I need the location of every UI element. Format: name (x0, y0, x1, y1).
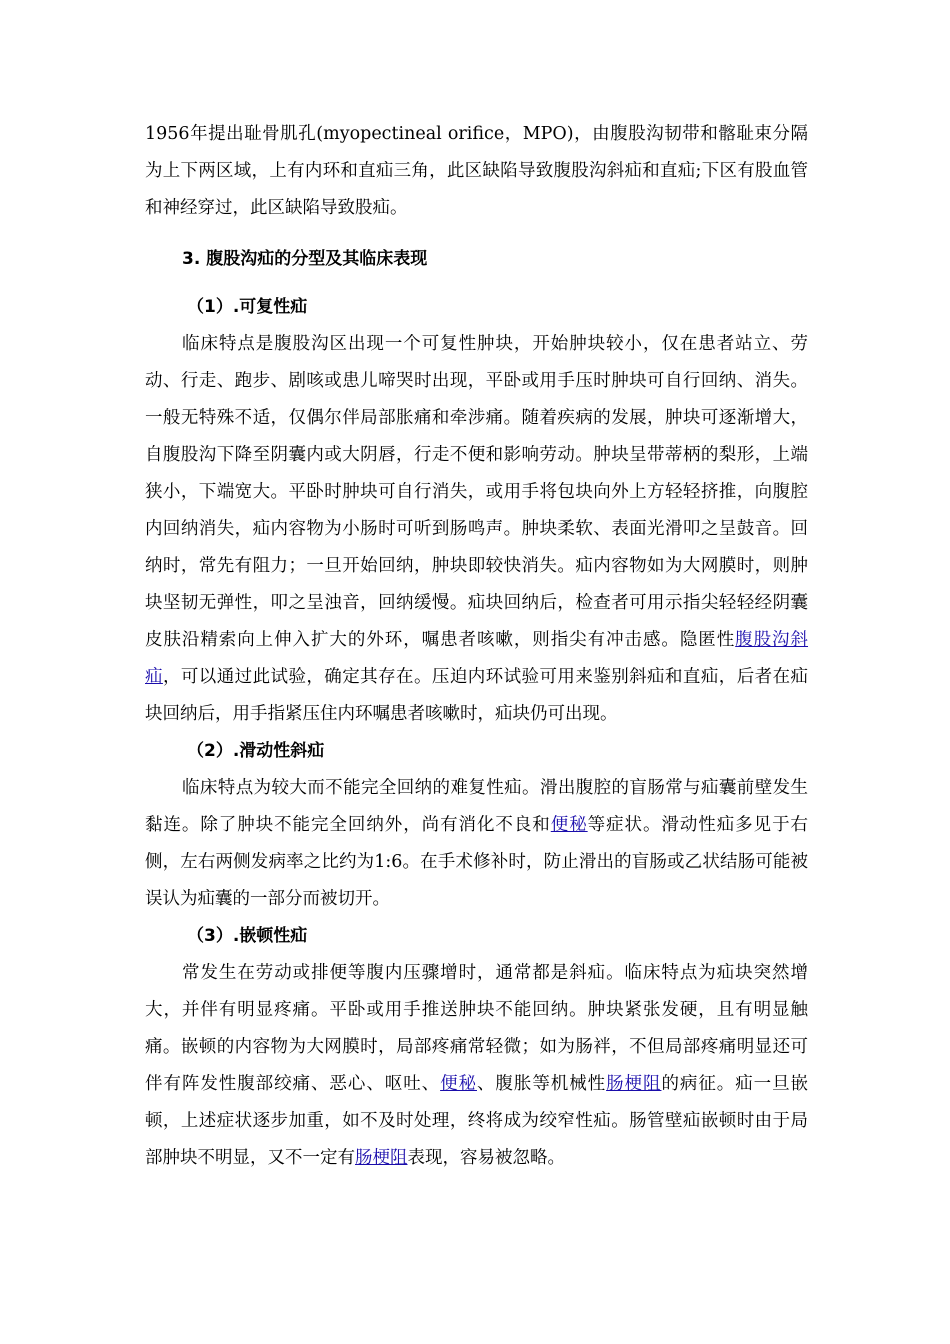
document-body (145, 116, 808, 1177)
incarcerated-hernia-paragraph: 常发生在劳动或排便等腹内压骤增时，通常都是斜疝。临床特点为疝块突然增大，并伴有明显疼痛。平卧或用手推送肿块不能回纳。肿块紧张发硬，且有明显触痛。嵌顿的内容物为大网膜时，局部疼痛常轻微；如为肠袢，不但局部疼痛明显还可伴有阵发性腹部绞痛、恶心、呕吐、便秘、腹胀等机械性肠梗阻的病征。疝一旦嵌顿，上述症状逐步加重，如不及时处理，终将成为绞窄性疝。肠管壁疝嵌顿时由于局部肿块不明显，又不一定有肠梗阻表现，容易被忽略。 (145, 963, 809, 1168)
link-constipation[interactable]: 便秘 (550, 815, 588, 835)
link-intestinal-obstruction[interactable]: 肠梗阻 (355, 1148, 408, 1168)
subsection-heading-incarcerated-hernia: （3）.嵌顿性疝 (187, 926, 308, 946)
subsection-heading-reducible-hernia: （1）.可复性疝 (187, 297, 308, 317)
reducible-hernia-paragraph: 临床特点是腹股沟区出现一个可复性肿块，开始肿块较小，仅在患者站立、劳动、行走、跑步、剧咳或患儿啼哭时出现，平卧或用手压时肿块可自行回纳、消失。一般无特殊不适，仅偶尔伴局部胀痛和牵涉痛。随着疾病的发展，肿块可逐渐增大，自腹股沟下降至阴囊内或大阴唇，行走不便和影响劳动。肿块呈带蒂柄的梨形，上端狭小，下端宽大。平卧时肿块可自行消失，或用手将包块向外上方轻轻挤推，向腹腔内回纳消失，疝内容物为小肠时可听到肠鸣声。肿块柔软、表面光滑叩之呈鼓音。回纳时，常先有阻力；一旦开始回纳，肿块即较快消失。疝内容物如为大网膜时，则肿块坚韧无弹性，叩之呈浊音，回纳缓慢。疝块回纳后，检查者可用示指尖轻轻经阴囊皮肤沿精索向上伸入扩大的外环，嘱患者咳嗽，则指尖有冲击感。隐匿性腹股沟斜疝，可以通过此试验，确定其存在。压迫内环试验可用来鉴别斜疝和直疝，后者在疝块回纳后，用手指紧压住内环嘱患者咳嗽时，疝块仍可出现。 (145, 334, 809, 724)
link-indirect-inguinal-hernia[interactable]: 腹股沟斜疝 (145, 630, 809, 687)
intro-paragraph: 1956年提出耻骨肌孔(myopectineal orifice，MPO)，由腹股沟韧带和髂耻束分隔为上下两区域，上有内环和直疝三角，此区缺陷导致腹股沟斜疝和直疝;下区有股血管和神经穿过，此区缺陷导致股疝。 (145, 124, 808, 218)
link-intestinal-obstruction[interactable]: 肠梗阻 (606, 1074, 662, 1094)
subsection-heading-sliding-hernia: （2）.滑动性斜疝 (187, 741, 325, 761)
link-constipation[interactable]: 便秘 (440, 1074, 477, 1094)
section-heading: 3. 腹股沟疝的分型及其临床表现 (182, 249, 428, 269)
sliding-hernia-paragraph: 临床特点为较大而不能完全回纳的难复性疝。滑出腹腔的盲肠常与疝囊前壁发生黏连。除了肿块不能完全回纳外，尚有消化不良和便秘等症状。滑动性疝多见于右侧，左右两侧发病率之比约为1:6。在手术修补时，防止滑出的盲肠或乙状结肠可能被误认为疝囊的一部分而被切开。 (145, 778, 809, 909)
